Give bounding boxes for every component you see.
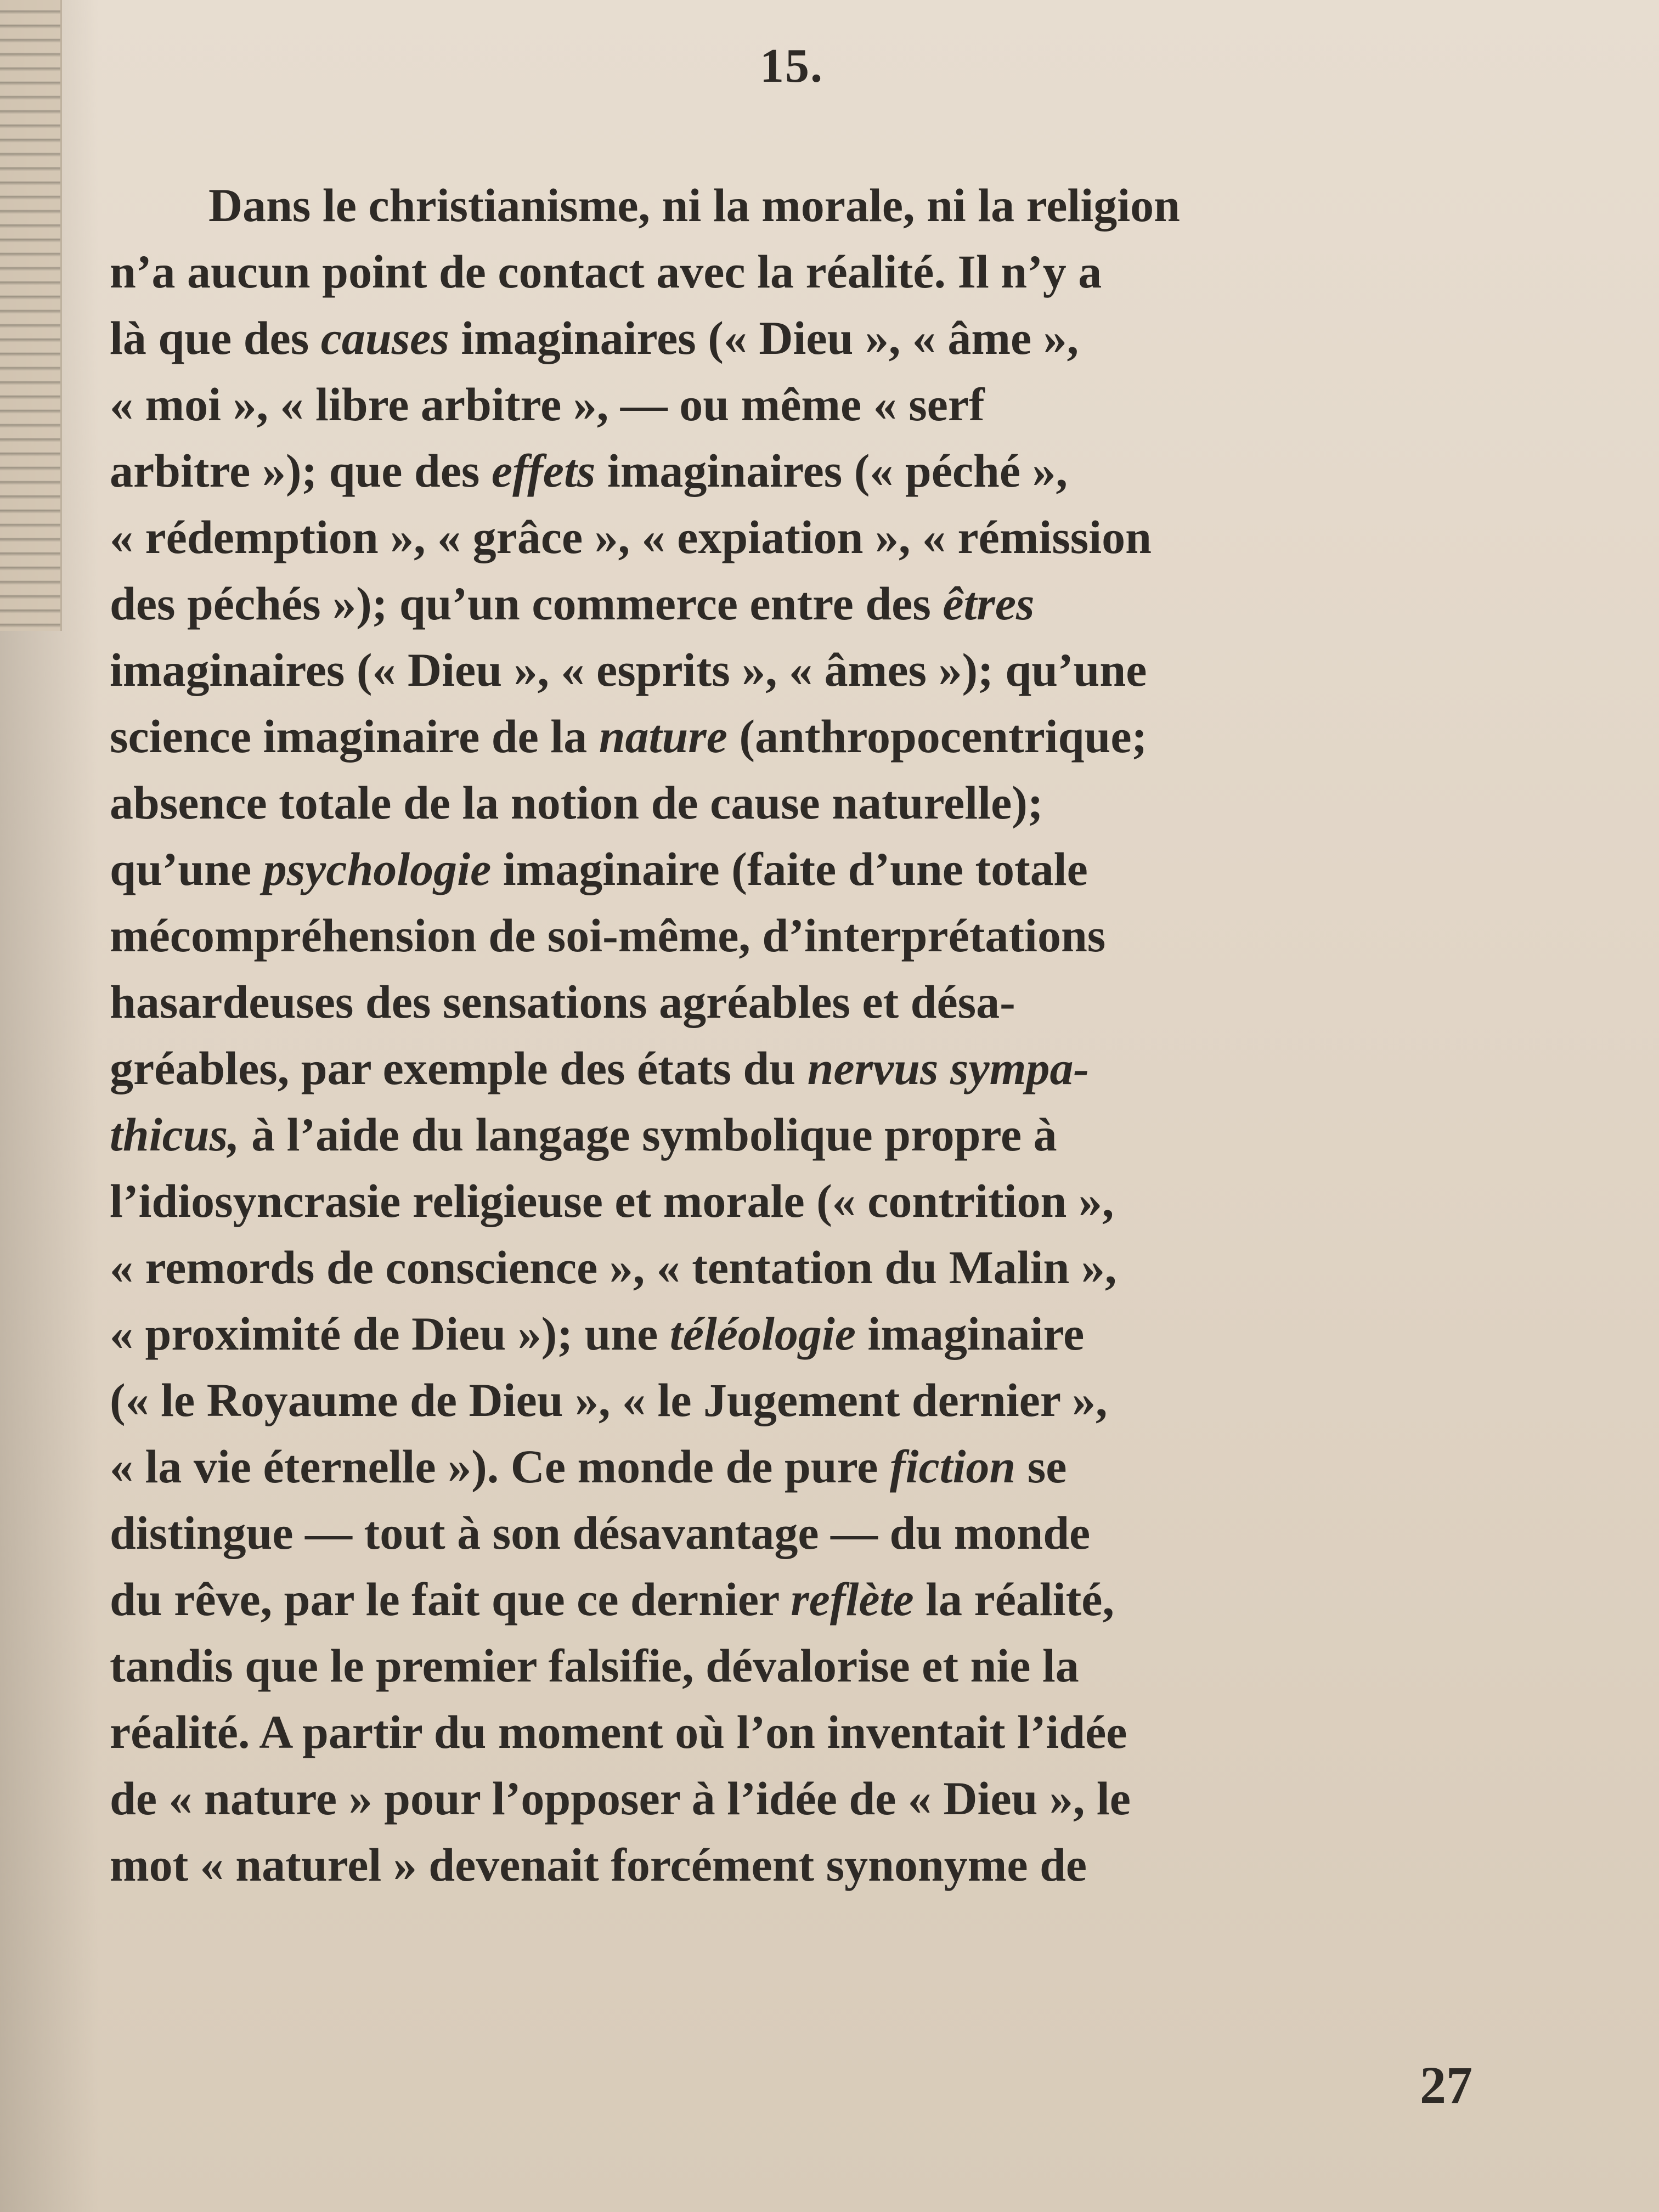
text-line <box>110 1636 1465 1695</box>
italic-word: reflète <box>791 1573 914 1626</box>
text-line <box>110 707 1465 766</box>
text-segment: « proximité de Dieu »); une <box>110 1307 670 1360</box>
text-segment: imaginaires (« Dieu », « esprits », « âmes »); qu’une <box>110 644 1147 696</box>
text-line <box>110 906 1465 965</box>
text-segment: « remords de conscience », « tentation du Malin », <box>110 1241 1117 1294</box>
text-segment: qu’une <box>110 843 263 895</box>
text-segment: hasardeuses des sensations agréables et désa- <box>110 975 1015 1028</box>
text-line <box>110 1570 1465 1629</box>
italic-word: effets <box>491 444 596 497</box>
text-line <box>110 1039 1465 1098</box>
italic-word: causes <box>320 312 449 364</box>
book-page-edges <box>0 0 62 631</box>
text-segment: l’idiosyncrasie religieuse et morale (« contrition », <box>110 1175 1114 1227</box>
text-segment: « rédemption », « grâce », « expiation », « rémission <box>110 511 1152 563</box>
text-segment: absence totale de la notion de cause naturelle); <box>110 776 1043 829</box>
text-line <box>110 308 1465 368</box>
text-segment: n’a aucun point de contact avec la réalité. Il n’y a <box>110 245 1102 298</box>
text-segment: Dans le christianisme, ni la morale, ni la religion <box>208 179 1180 232</box>
text-segment: tandis que le premier falsifie, dévalorise et nie la <box>110 1639 1079 1692</box>
text-segment: la réalité, <box>913 1573 1114 1626</box>
text-line <box>110 1503 1465 1562</box>
text-line <box>110 1238 1465 1297</box>
text-line <box>110 773 1465 832</box>
text-line <box>110 242 1465 301</box>
text-segment: science imaginaire de la <box>110 710 599 763</box>
text-segment: de « nature » pour l’opposer à l’idée de « Dieu », le <box>110 1772 1131 1825</box>
text-segment: du rêve, par le fait que ce dernier <box>110 1573 791 1626</box>
italic-word: téléologie <box>669 1307 856 1360</box>
italic-word: nervus sympa- <box>807 1042 1090 1094</box>
text-segment: (« le Royaume de Dieu », « le Jugement dernier », <box>110 1374 1108 1426</box>
text-segment: arbitre »); que des <box>110 444 492 497</box>
text-segment: à l’aide du langage symbolique propre à <box>239 1108 1057 1161</box>
italic-word: nature <box>599 710 727 763</box>
text-segment: se <box>1015 1440 1067 1493</box>
text-line <box>110 839 1465 899</box>
text-line <box>110 1105 1465 1164</box>
text-segment: imaginaires (« Dieu », « âme », <box>449 312 1079 364</box>
page-number: 27 <box>1420 2056 1472 2114</box>
text-line <box>110 574 1465 633</box>
text-line <box>110 972 1465 1031</box>
text-segment: des péchés »); qu’un commerce entre des <box>110 577 943 630</box>
text-line <box>110 1702 1465 1762</box>
text-segment: imaginaire (faite d’une totale <box>491 843 1088 895</box>
text-segment: distingue — tout à son désavantage — du monde <box>110 1506 1091 1559</box>
text-segment: mot « naturel » devenait forcément synonyme de <box>110 1838 1087 1891</box>
text-line <box>110 1437 1465 1496</box>
italic-word: thicus, <box>110 1108 240 1161</box>
section-number: 15. <box>760 40 823 93</box>
text-line <box>110 1171 1465 1231</box>
text-line <box>110 1304 1465 1363</box>
text-line <box>110 1769 1465 1828</box>
text-line <box>208 176 1465 235</box>
text-segment: gréables, par exemple des états du <box>110 1042 808 1094</box>
text-segment: « moi », « libre arbitre », — ou même « serf <box>110 378 985 431</box>
text-segment: imaginaire <box>855 1307 1085 1360</box>
text-segment: (anthropocentrique; <box>727 710 1148 763</box>
text-line <box>110 1835 1465 1894</box>
text-line <box>110 1370 1465 1430</box>
text-segment: là que des <box>110 312 321 364</box>
italic-word: fiction <box>889 1440 1016 1493</box>
text-line <box>110 441 1465 500</box>
italic-word: psychologie <box>263 843 492 895</box>
text-segment: mécompréhension de soi-même, d’interprétations <box>110 909 1106 962</box>
text-segment: imaginaires (« péché », <box>595 444 1068 497</box>
text-line <box>110 507 1465 567</box>
text-segment: « la vie éternelle »). Ce monde de pure <box>110 1440 890 1493</box>
text-segment: réalité. A partir du moment où l’on inventait l’idée <box>110 1706 1127 1758</box>
italic-word: êtres <box>943 577 1035 630</box>
text-line <box>110 640 1465 699</box>
text-line <box>110 375 1465 434</box>
